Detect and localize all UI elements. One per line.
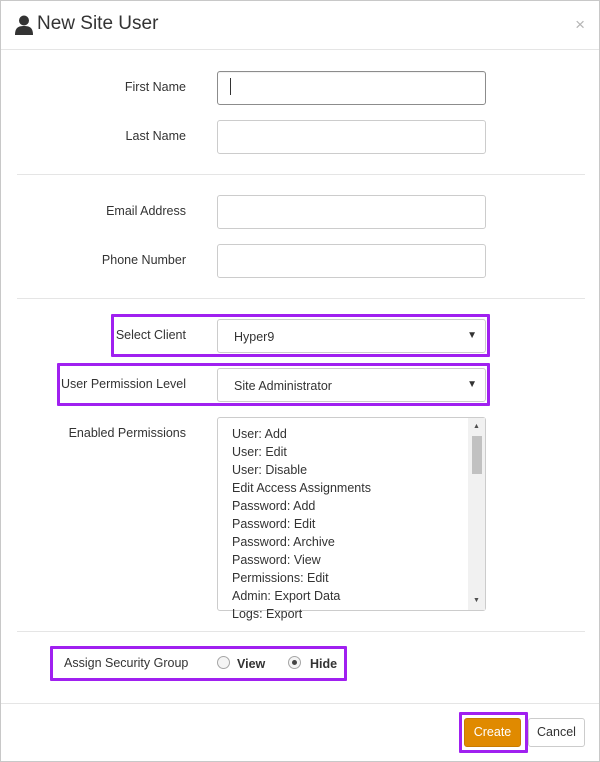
permission-level-selected-value: Site Administrator (234, 379, 332, 393)
email-input[interactable] (217, 195, 486, 229)
section-divider (17, 174, 585, 175)
list-item[interactable]: Permissions: Edit (232, 571, 329, 585)
caret-down-icon: ▼ (467, 330, 477, 341)
scroll-up-icon[interactable]: ▲ (473, 423, 480, 430)
first-name-label: First Name (124, 80, 186, 94)
permission-level-select[interactable] (217, 368, 486, 402)
list-scrollbar[interactable] (468, 418, 485, 610)
list-item[interactable]: User: Disable (232, 463, 308, 477)
phone-input[interactable] (217, 244, 486, 278)
radio-hide[interactable] (288, 656, 301, 669)
close-icon[interactable]: × (575, 15, 585, 34)
caret-down-icon: ▼ (467, 379, 477, 390)
enabled-permissions-list[interactable] (217, 417, 486, 621)
client-select[interactable] (217, 319, 486, 353)
permission-level-label: User Permission Level (60, 377, 186, 391)
first-name-input[interactable] (217, 71, 486, 105)
radio-view[interactable] (217, 656, 230, 669)
cancel-button[interactable]: Cancel (528, 718, 585, 747)
list-item[interactable]: User: Edit (232, 445, 287, 459)
email-label: Email Address (106, 204, 186, 218)
list-item[interactable]: Password: Edit (232, 517, 316, 531)
client-label: Select Client (115, 328, 186, 342)
section-divider (17, 631, 585, 632)
scroll-thumb[interactable] (472, 436, 482, 474)
list-item[interactable]: Password: Add (232, 499, 316, 513)
last-name-input[interactable] (217, 120, 486, 154)
user-icon (15, 15, 33, 35)
security-group-label: Assign Security Group (64, 656, 189, 670)
last-name-label: Last Name (125, 129, 186, 143)
scroll-down-icon[interactable]: ▼ (473, 597, 480, 604)
dialog-header (1, 1, 599, 50)
list-item[interactable]: Logs: Export (232, 607, 303, 621)
list-item[interactable]: User: Add (232, 427, 287, 441)
list-item[interactable]: Admin: Export Data (232, 589, 341, 603)
section-divider (17, 298, 585, 299)
client-selected-value: Hyper9 (234, 330, 275, 344)
radio-hide-label[interactable]: Hide (310, 657, 338, 671)
create-button[interactable]: Create (464, 718, 521, 747)
list-item[interactable]: Edit Access Assignments (232, 481, 371, 495)
dialog-title: New Site User (37, 13, 159, 34)
text-caret (230, 78, 231, 95)
phone-label: Phone Number (101, 253, 186, 267)
radio-view-label[interactable]: View (237, 657, 266, 671)
enabled-permissions-label: Enabled Permissions (68, 426, 186, 440)
footer-divider (1, 703, 599, 704)
list-item[interactable]: Password: Archive (232, 535, 335, 549)
list-item[interactable]: Password: View (232, 553, 321, 567)
